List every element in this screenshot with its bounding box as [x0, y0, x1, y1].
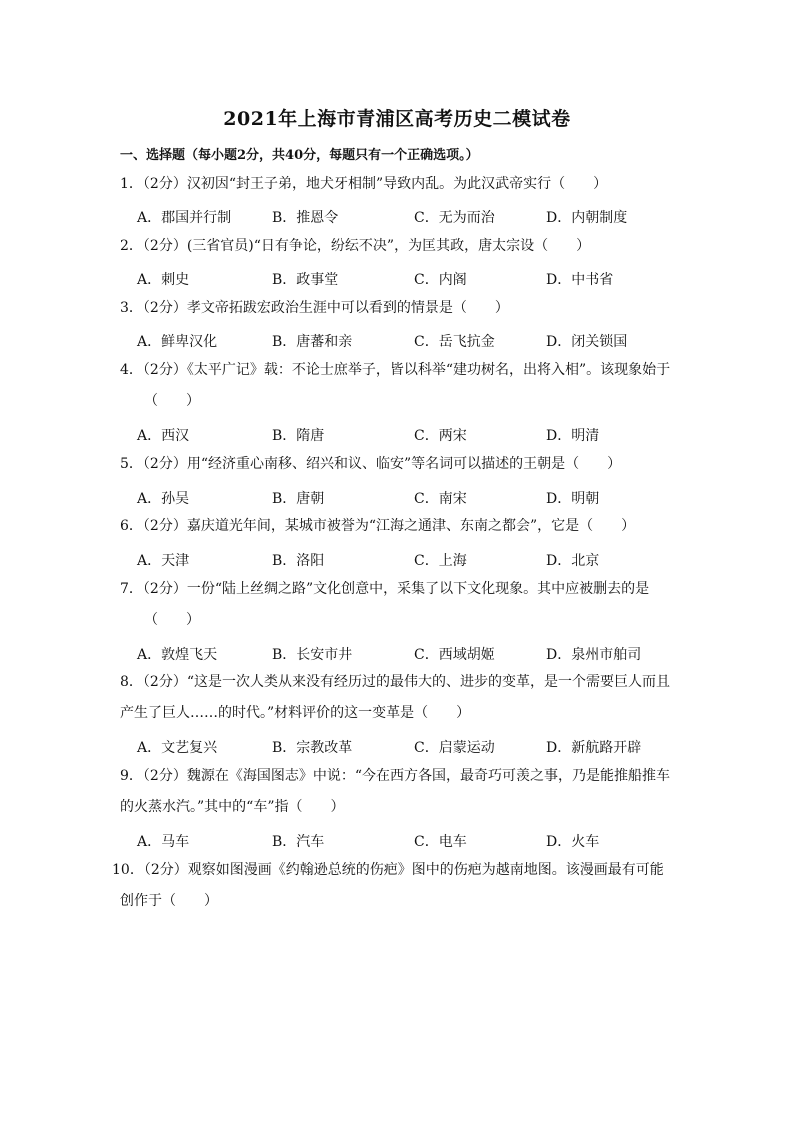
option-d: D．火车	[546, 834, 600, 850]
question-stem: （2分）“这是一次人类从来没有经历过的最伟大的、进步的变革，是一个需要巨人而且	[142, 674, 670, 690]
question-stem: （2分）观察如图漫画《约翰逊总统的伤疤》图中的伤疤为越南地图。该漫画最有可能	[143, 862, 664, 878]
options-1	[137, 207, 697, 227]
options-4	[137, 425, 697, 445]
option-b: B．隋唐	[272, 428, 325, 444]
option-b: B．洛阳	[272, 553, 325, 569]
option-a: A．马车	[137, 834, 190, 850]
option-b: B．唐朝	[272, 491, 325, 507]
question-continuation: 产生了巨人……的时代。”材料评价的这一变革是（ ）	[120, 705, 471, 721]
question-10	[112, 855, 672, 917]
option-b: B．政事堂	[272, 272, 339, 288]
option-d: D．明清	[546, 428, 600, 444]
option-a: A．西汉	[137, 428, 190, 444]
page-title: 2021年上海市青浦区高考历史二模试卷	[223, 108, 571, 130]
section-heading: 一、选择题（每小题2分，共40分，每题只有一个正确选项。）	[120, 148, 479, 163]
option-d: D．泉州市舶司	[546, 647, 642, 663]
option-b: B．宗教改革	[272, 740, 353, 756]
question-number: 1．	[120, 176, 143, 192]
question-stem: （2分）《太平广记》载：不论士庶举子，皆以科举“建功树名，出将入相”。该现象始于	[142, 362, 671, 378]
options-6	[137, 550, 697, 570]
question-7	[120, 574, 680, 636]
question-3	[120, 293, 680, 324]
option-d: D．明朝	[546, 491, 600, 507]
question-stem: （2分）用“经济重心南移、绍兴和议、临安”等名词可以描述的王朝是（ ）	[142, 456, 622, 472]
question-number: 8．	[120, 674, 143, 690]
question-number: 10．	[112, 862, 144, 878]
option-b: B．汽车	[272, 834, 325, 850]
question-2	[120, 231, 680, 262]
option-a: A．敦煌飞天	[137, 647, 218, 663]
question-number: 6．	[120, 518, 143, 534]
question-number: 3．	[120, 300, 143, 316]
question-stem: （2分）(三省官员)“日有争论，纷纭不决”，为匡其政，唐太宗设（ ）	[142, 238, 591, 254]
options-9	[137, 831, 697, 851]
option-b: B．唐蕃和亲	[272, 334, 353, 350]
question-stem: （2分）嘉庆道光年间，某城市被誉为“江海之通津、东南之都会”，它是（ ）	[142, 518, 636, 534]
option-a: A．鲜卑汉化	[137, 334, 218, 350]
option-c: C．两宋	[414, 428, 467, 444]
question-number: 4．	[120, 362, 143, 378]
options-2	[137, 269, 697, 289]
option-b: B．推恩令	[272, 210, 339, 226]
option-c: C．电车	[414, 834, 467, 850]
option-c: C．西域胡姬	[414, 647, 495, 663]
question-number: 7．	[120, 581, 143, 597]
question-continuation: （ ）	[144, 393, 200, 409]
option-d: D．闭关锁国	[546, 334, 628, 350]
question-number: 5．	[120, 456, 143, 472]
options-5	[137, 488, 697, 508]
option-c: C．无为而治	[414, 210, 495, 226]
option-c: C．内阁	[414, 272, 467, 288]
options-3	[137, 331, 697, 351]
question-stem: （2分）孝文帝拓跋宏政治生涯中可以看到的情景是（ ）	[142, 300, 509, 316]
option-c: C．南宋	[414, 491, 467, 507]
option-b: B．长安市井	[272, 647, 353, 663]
question-4	[120, 355, 680, 417]
option-d: D．北京	[546, 553, 600, 569]
option-c: C．上海	[414, 553, 467, 569]
question-number: 2．	[120, 238, 143, 254]
options-8	[137, 737, 697, 757]
option-a: A．天津	[137, 553, 190, 569]
option-a: A．文艺复兴	[137, 740, 218, 756]
question-8	[120, 667, 680, 729]
option-d: D．内朝制度	[546, 210, 628, 226]
option-d: D．新航路开辟	[546, 740, 642, 756]
option-a: A．刺史	[137, 272, 190, 288]
option-c: C．岳飞抗金	[414, 334, 495, 350]
question-1	[120, 169, 680, 200]
options-7	[137, 644, 697, 664]
question-continuation: （ ）	[144, 612, 200, 628]
question-6	[120, 511, 680, 542]
question-stem: （2分）汉初因“封王子弟，地犬牙相制”导致内乱。为此汉武帝实行（ ）	[142, 176, 608, 192]
option-d: D．中书省	[546, 272, 614, 288]
question-9	[120, 761, 680, 823]
question-5	[120, 449, 680, 480]
question-continuation: 创作于（ ）	[120, 893, 218, 909]
option-c: C．启蒙运动	[414, 740, 495, 756]
question-stem: （2分）一份“陆上丝绸之路”文化创意中，采集了以下文化现象。其中应被删去的是	[142, 581, 650, 597]
question-number: 9．	[120, 768, 143, 784]
option-a: A．郡国并行制	[137, 210, 232, 226]
question-continuation: 的火蒸水汽。”其中的“车”指（ ）	[120, 799, 345, 815]
option-a: A．孙吴	[137, 491, 190, 507]
question-stem: （2分）魏源在《海国图志》中说：“今在西方各国，最奇巧可羡之事，乃是能推船推车	[142, 768, 670, 784]
